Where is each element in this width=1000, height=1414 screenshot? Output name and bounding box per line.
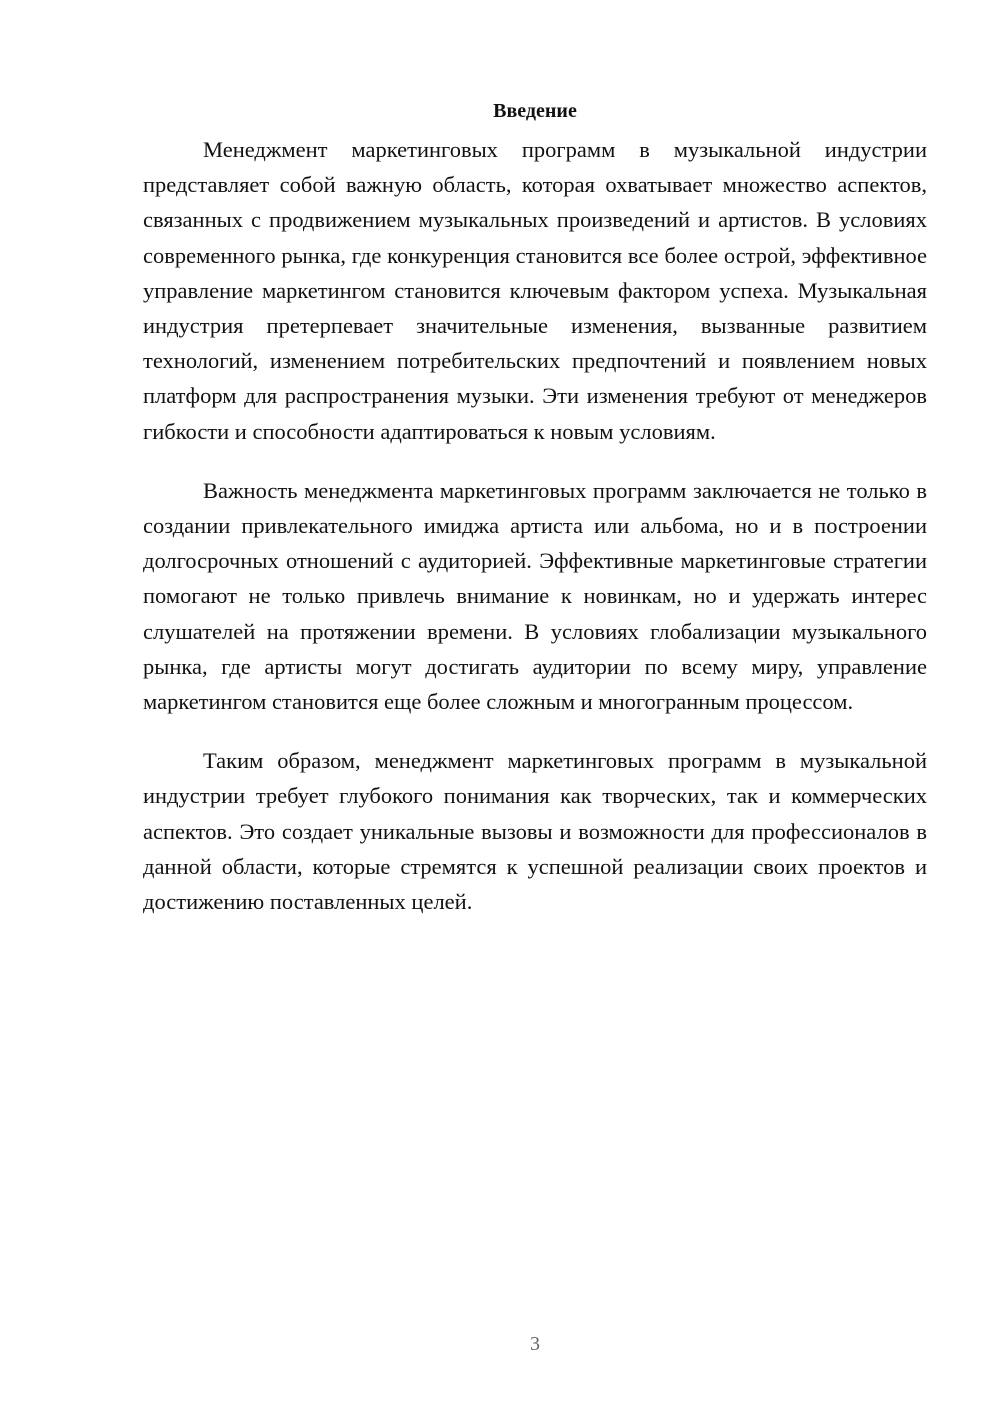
section-heading: Введение	[493, 100, 577, 122]
paragraph-1: Менеджмент маркетинговых программ в музыкальной индустрии представляет собой важную область, которая охватывает множество аспектов, связанных с продвижением музыкальных произведений и артистов. В условиях современного рынка, где конкуренция становится все более острой, эффективное управление маркетингом становится ключевым фактором успеха. Музыкальная индустрия претерпевает значительные изменения, вызванные развитием технологий, изменением потребительских предпочтений и появлением новых платформ для распространения музыки. Эти изменения требуют от менеджеров гибкости и способности адаптироваться к новым условиям.	[143, 137, 927, 444]
paragraph-2: Важность менеджмента маркетинговых программ заключается не только в создании привлекательного имиджа артиста или альбома, но и в построении долгосрочных отношений с аудиторией. Эффективные маркетинговые стратегии помогают не только привлечь внимание к новинкам, но и удержать интерес слушателей на протяжении времени. В условиях глобализации музыкального рынка, где артисты могут достигать аудитории по всему миру, управление маркетингом становится еще более сложным и многогранным процессом.	[143, 477, 927, 715]
paragraph-3: Таким образом, менеджмент маркетинговых программ в музыкальной индустрии требует глубокого понимания как творческих, так и коммерческих аспектов. Это создает уникальные вызовы и возможности для профессионалов в данной области, которые стремятся к успешной реализации своих проектов и достижению поставленных целей.	[143, 748, 927, 915]
page-content	[143, 96, 927, 943]
page-number: 3	[530, 1333, 540, 1355]
